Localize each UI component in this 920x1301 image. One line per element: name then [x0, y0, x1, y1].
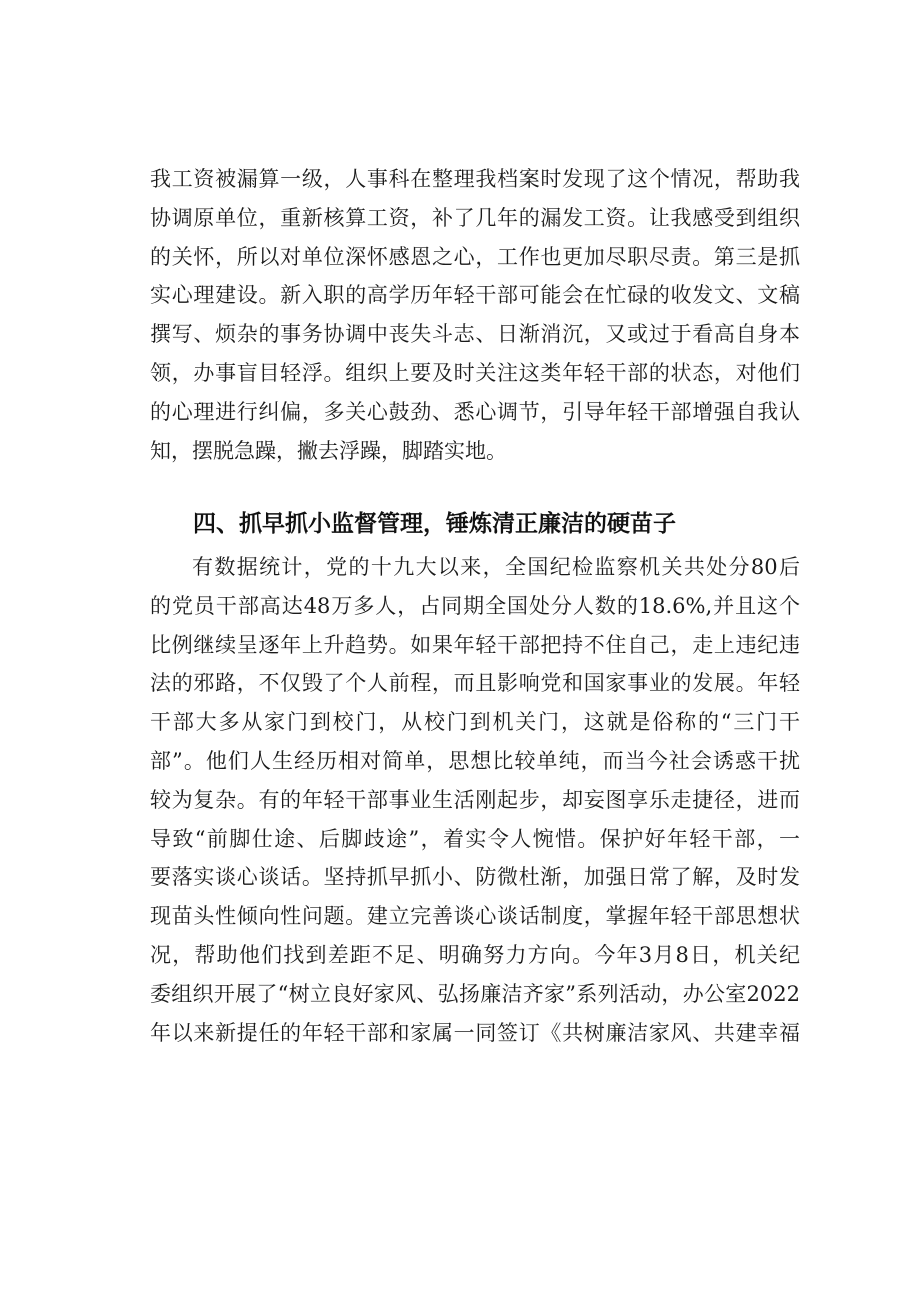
paragraph-1-line: 实心理建设。新入职的高学历年轻干部可能会在忙碌的收发文、文稿 [150, 283, 800, 308]
paragraph-2-line: 比例继续呈逐年上升趋势。如果年轻干部把持不住自己，走上违纪违 [150, 632, 800, 657]
paragraph-1-line: 的心理进行纠偏，多关心鼓劲、悉心调节，引导年轻干部增强自我认 [150, 399, 800, 424]
paragraph-2 [150, 548, 800, 1052]
paragraph-1-line: 协调原单位，重新核算工资，补了几年的漏发工资。让我感受到组织 [150, 205, 800, 230]
paragraph-1 [150, 160, 800, 470]
paragraph-2-line: 有数据统计，党的十九大以来，全国纪检监察机关共处分80后 [192, 555, 800, 579]
paragraph-1-line: 领，办事盲目轻浮。组织上要及时关注这类年轻干部的状态，对他们 [150, 360, 800, 385]
paragraph-1-line: 知，摆脱急躁，撇去浮躁，脚踏实地。 [150, 438, 507, 463]
paragraph-1-line: 撰写、烦杂的事务协调中丧失斗志、日渐消沉，又或过于看高自身本 [150, 322, 800, 347]
paragraph-1-line: 我工资被漏算一级，人事科在整理我档案时发现了这个情况，帮助我 [150, 167, 800, 191]
paragraph-2-line: 的党员干部高达48万多人，占同期全国处分人数的18.6%,并且这个 [150, 593, 800, 618]
paragraph-2-line: 年以来新提任的年轻干部和家属一同签订《共树廉洁家风、共建幸福 [150, 1020, 800, 1045]
paragraph-2-line: 导致“前脚仕途、后脚歧途”，着实令人惋惜。保护好年轻干部，一 [150, 826, 800, 851]
paragraph-2-line: 部”。他们人生经历相对简单，思想比较单纯，而当今社会诱惑干扰 [150, 748, 800, 773]
paragraph-2-line: 要落实谈心谈话。坚持抓早抓小、防微杜渐，加强日常了解，及时发 [150, 865, 800, 890]
paragraph-2-line: 况，帮助他们找到差距不足、明确努力方向。今年3月8日，机关纪 [150, 942, 800, 967]
paragraph-2-line: 较为复杂。有的年轻干部事业生活刚起步，却妄图享乐走捷径，进而 [150, 787, 800, 812]
paragraph-2-line: 现苗头性倾向性问题。建立完善谈心谈话制度，掌握年轻干部思想状 [150, 904, 800, 929]
paragraph-2-line: 干部大多从家门到校门，从校门到机关门，这就是俗称的“三门干 [150, 710, 800, 735]
paragraph-1-line: 的关怀，所以对单位深怀感恩之心，工作也更加尽职尽责。第三是抓 [150, 244, 800, 269]
paragraph-2-line: 法的邪路，不仅毁了个人前程，而且影响党和国家事业的发展。年轻 [150, 671, 800, 696]
section-heading: 四、抓早抓小监督管理，锤炼清正廉洁的硬苗子 [193, 511, 676, 537]
paragraph-2-line: 委组织开展了“树立良好家风、弘扬廉洁齐家”系列活动，办公室2022 [150, 981, 800, 1006]
